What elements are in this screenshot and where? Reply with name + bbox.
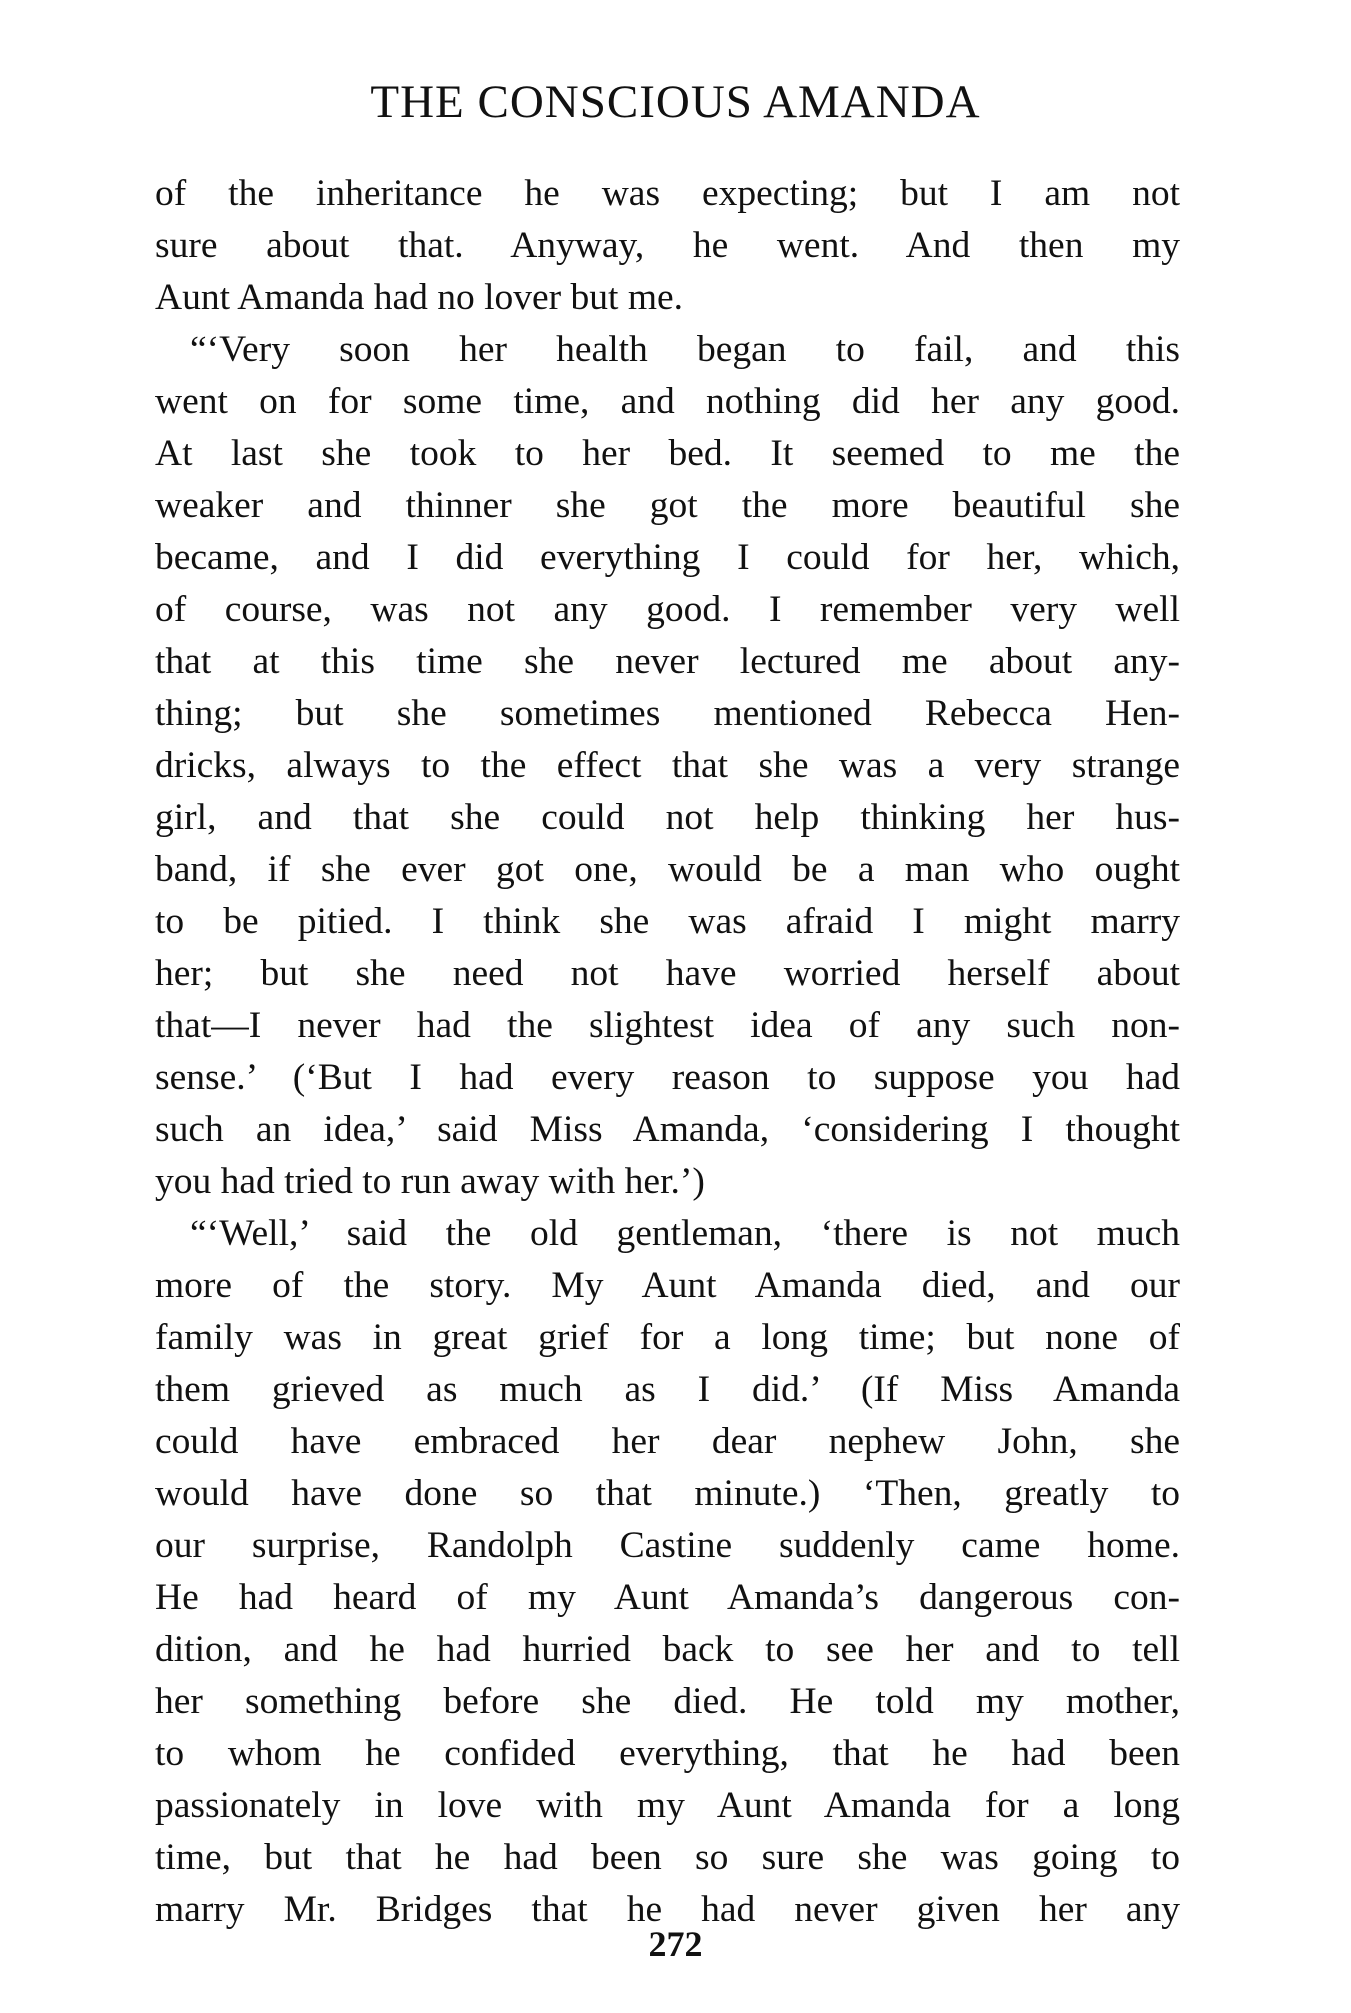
running-head: THE CONSCIOUS AMANDA — [370, 76, 981, 128]
text-line: “‘Well,’ said the old gentleman, ‘there is not much — [190, 1213, 1180, 1254]
text-line: them grieved as much as I did.’ (If Miss Amanda — [155, 1369, 1180, 1410]
text-line: that at this time she never lectured me about any- — [155, 641, 1180, 682]
text-line: became, and I did everything I could for her, which, — [155, 537, 1180, 578]
text-line: could have embraced her dear nephew John, she — [155, 1421, 1180, 1462]
text-line: that—I never had the slightest idea of any such non- — [155, 1005, 1180, 1046]
text-line: He had heard of my Aunt Amanda’s dangerous con- — [155, 1577, 1180, 1618]
text-line: girl, and that she could not help thinking her hus- — [155, 797, 1180, 838]
text-line: our surprise, Randolph Castine suddenly came home. — [155, 1525, 1180, 1566]
text-line: you had tried to run away with her.’) — [155, 1161, 705, 1202]
text-line: sense.’ (‘But I had every reason to suppose you had — [155, 1057, 1180, 1098]
text-line: her; but she need not have worried herself about — [155, 953, 1180, 994]
text-line: of the inheritance he was expecting; but I am not — [155, 173, 1180, 214]
text-line: such an idea,’ said Miss Amanda, ‘considering I thought — [155, 1109, 1180, 1150]
text-line: passionately in love with my Aunt Amanda for a long — [155, 1785, 1180, 1826]
text-line: family was in great grief for a long time; but none of — [155, 1317, 1180, 1358]
text-line: At last she took to her bed. It seemed to me the — [155, 433, 1180, 474]
text-line: would have done so that minute.) ‘Then, greatly to — [155, 1473, 1180, 1514]
page-number: 272 — [648, 1924, 703, 1964]
text-line: dition, and he had hurried back to see her and to tell — [155, 1629, 1180, 1670]
text-line: marry Mr. Bridges that he had never given her any — [155, 1889, 1180, 1930]
text-line: of course, was not any good. I remember very well — [155, 589, 1180, 630]
text-line: band, if she ever got one, would be a man who ought — [155, 849, 1180, 890]
text-line: her something before she died. He told my mother, — [155, 1681, 1180, 1722]
text-line: went on for some time, and nothing did her any good. — [155, 381, 1180, 422]
text-line: “‘Very soon her health began to fail, and this — [190, 329, 1180, 370]
text-line: time, but that he had been so sure she was going to — [155, 1837, 1180, 1878]
text-line: dricks, always to the effect that she was a very strange — [155, 745, 1180, 786]
text-line: thing; but she sometimes mentioned Rebecca Hen- — [155, 693, 1180, 734]
text-line: to whom he confided everything, that he had been — [155, 1733, 1180, 1774]
text-line: to be pitied. I think she was afraid I might marry — [155, 901, 1180, 942]
text-line: sure about that. Anyway, he went. And then my — [155, 225, 1180, 266]
body-text — [155, 168, 1180, 1936]
text-line: weaker and thinner she got the more beautiful she — [155, 485, 1180, 526]
text-line: more of the story. My Aunt Amanda died, and our — [155, 1265, 1180, 1306]
text-line: Aunt Amanda had no lover but me. — [155, 277, 684, 318]
